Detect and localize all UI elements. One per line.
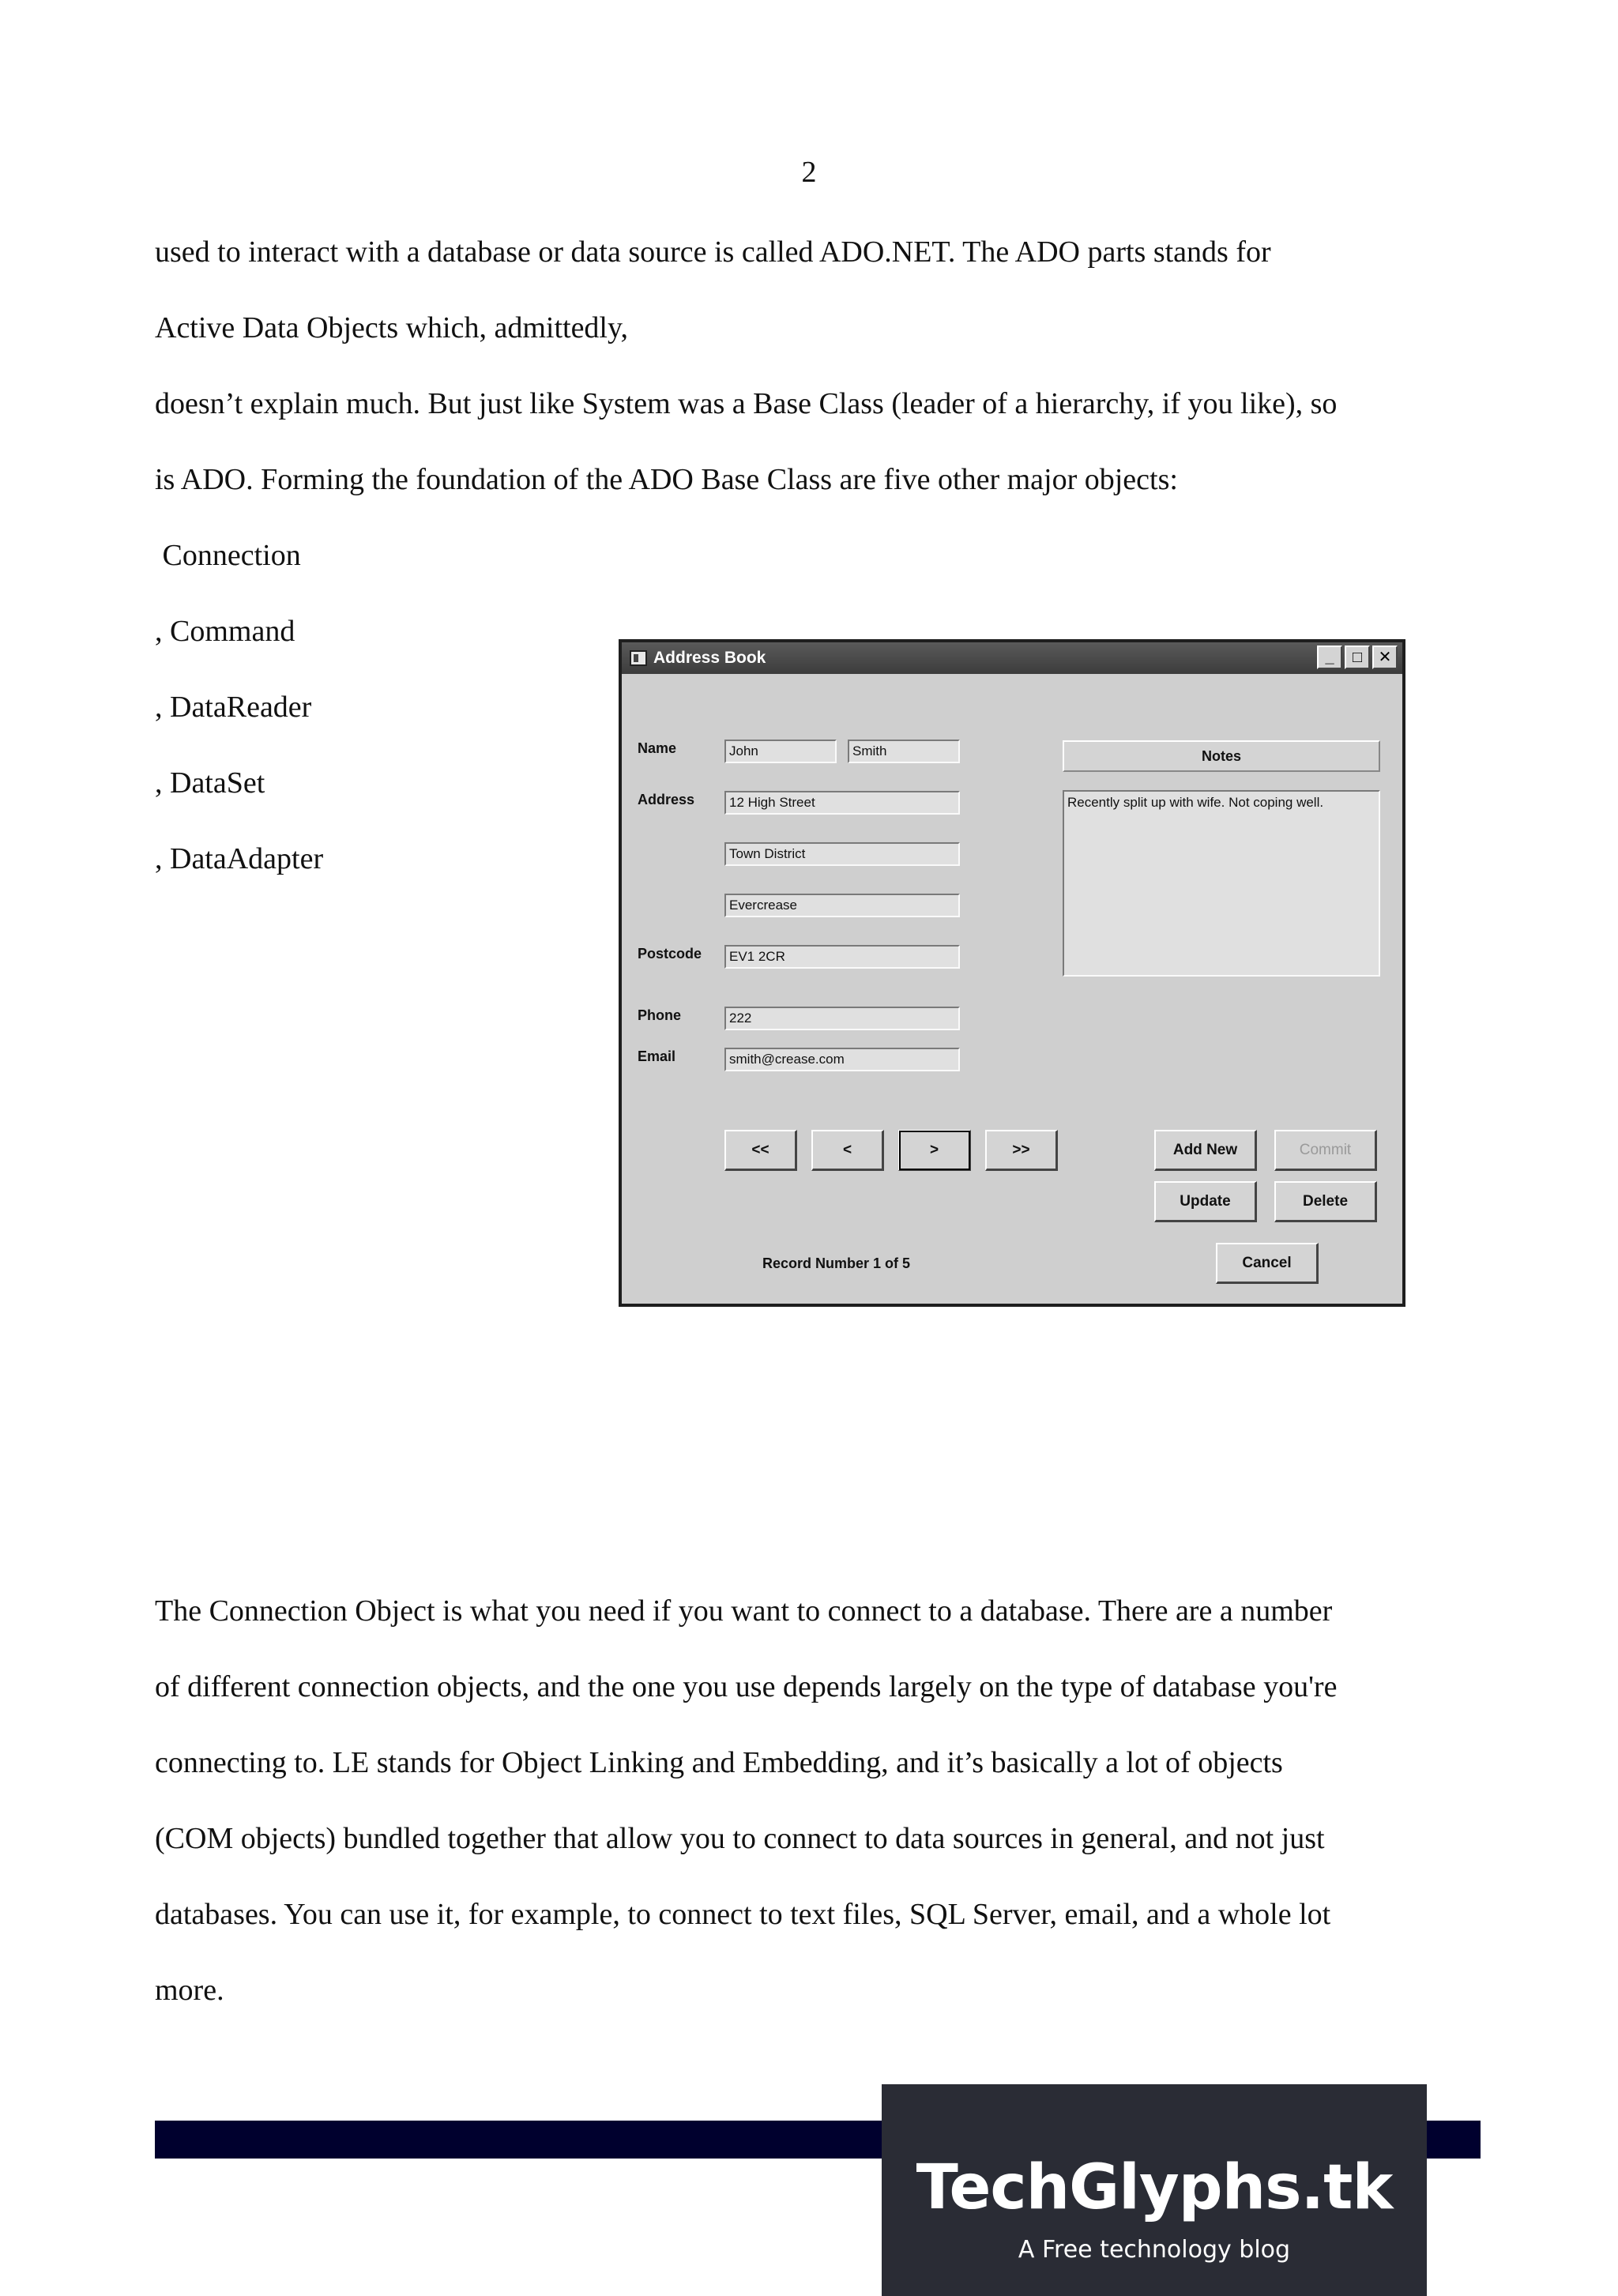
cancel-button[interactable]: Cancel: [1216, 1243, 1319, 1284]
first-name-field[interactable]: John: [724, 740, 837, 763]
address-book-window: [619, 639, 1405, 1307]
phone-field[interactable]: 222: [724, 1007, 960, 1030]
list-item-command: , Command: [155, 615, 295, 648]
previous-record-button[interactable]: <: [811, 1130, 884, 1171]
maximize-button[interactable]: □: [1345, 646, 1370, 669]
minimize-button[interactable]: _: [1317, 646, 1342, 669]
paragraph-line: is ADO. Forming the foundation of the ADO Base Class are five other major objects:: [155, 463, 1178, 496]
last-record-button[interactable]: >>: [985, 1130, 1058, 1171]
address-line3-field[interactable]: Evercrease: [724, 894, 960, 917]
paragraph-line: more.: [155, 1974, 224, 2007]
notes-header: Notes: [1063, 740, 1380, 772]
close-button[interactable]: ✕: [1372, 646, 1398, 669]
paragraph-line: The Connection Object is what you need if you want to connect to a database. There are a number: [155, 1594, 1333, 1628]
list-item-connection: Connection: [155, 539, 301, 572]
paragraph-line: (COM objects) bundled together that allow you to connect to data sources in general, and not just: [155, 1822, 1325, 1855]
page-number: 2: [801, 156, 817, 189]
address-label: Address: [638, 792, 695, 807]
paragraph-line: databases. You can use it, for example, to connect to text files, SQL Server, email, and a whole lot: [155, 1898, 1331, 1931]
postcode-field[interactable]: EV1 2CR: [724, 945, 960, 969]
logo-subtitle: A Free technology blog: [1018, 2236, 1291, 2264]
address-line2-field[interactable]: Town District: [724, 842, 960, 866]
commit-button[interactable]: Commit: [1274, 1130, 1377, 1171]
title-bar: [622, 642, 1402, 674]
techglyphs-logo: [882, 2084, 1427, 2296]
delete-button[interactable]: Delete: [1274, 1181, 1377, 1222]
paragraph-line: Active Data Objects which, admittedly,: [155, 311, 629, 344]
record-number-status: Record Number 1 of 5: [762, 1255, 911, 1271]
paragraph-line: connecting to. LE stands for Object Linking and Embedding, and it’s basically a lot of objects: [155, 1746, 1283, 1779]
next-record-button[interactable]: >: [898, 1130, 971, 1171]
update-button[interactable]: Update: [1154, 1181, 1257, 1222]
list-item-datareader: , DataReader: [155, 691, 312, 724]
email-label: Email: [638, 1048, 676, 1064]
logo-title: TechGlyphs.tk: [916, 2152, 1393, 2223]
email-field[interactable]: smith@crease.com: [724, 1048, 960, 1071]
list-item-dataadapter: , DataAdapter: [155, 842, 324, 875]
postcode-label: Postcode: [638, 946, 702, 962]
paragraph-line: used to interact with a database or data source is called ADO.NET. The ADO parts stands for: [155, 235, 1271, 269]
last-name-field[interactable]: Smith: [848, 740, 960, 763]
phone-label: Phone: [638, 1007, 682, 1023]
list-item-dataset: , DataSet: [155, 766, 265, 800]
first-record-button[interactable]: <<: [724, 1130, 797, 1171]
paragraph-line: of different connection objects, and the one you use depends largely on the type of database you're: [155, 1670, 1338, 1703]
paragraph-line: doesn’t explain much. But just like System was a Base Class (leader of a hierarchy, if you like), so: [155, 387, 1338, 420]
add-new-button[interactable]: Add New: [1154, 1130, 1257, 1171]
window-title: Address Book: [653, 649, 766, 667]
app-icon: [630, 650, 647, 666]
address-line1-field[interactable]: 12 High Street: [724, 791, 960, 815]
notes-textarea[interactable]: Recently split up with wife. Not coping well.: [1063, 790, 1380, 977]
name-label: Name: [638, 740, 677, 756]
